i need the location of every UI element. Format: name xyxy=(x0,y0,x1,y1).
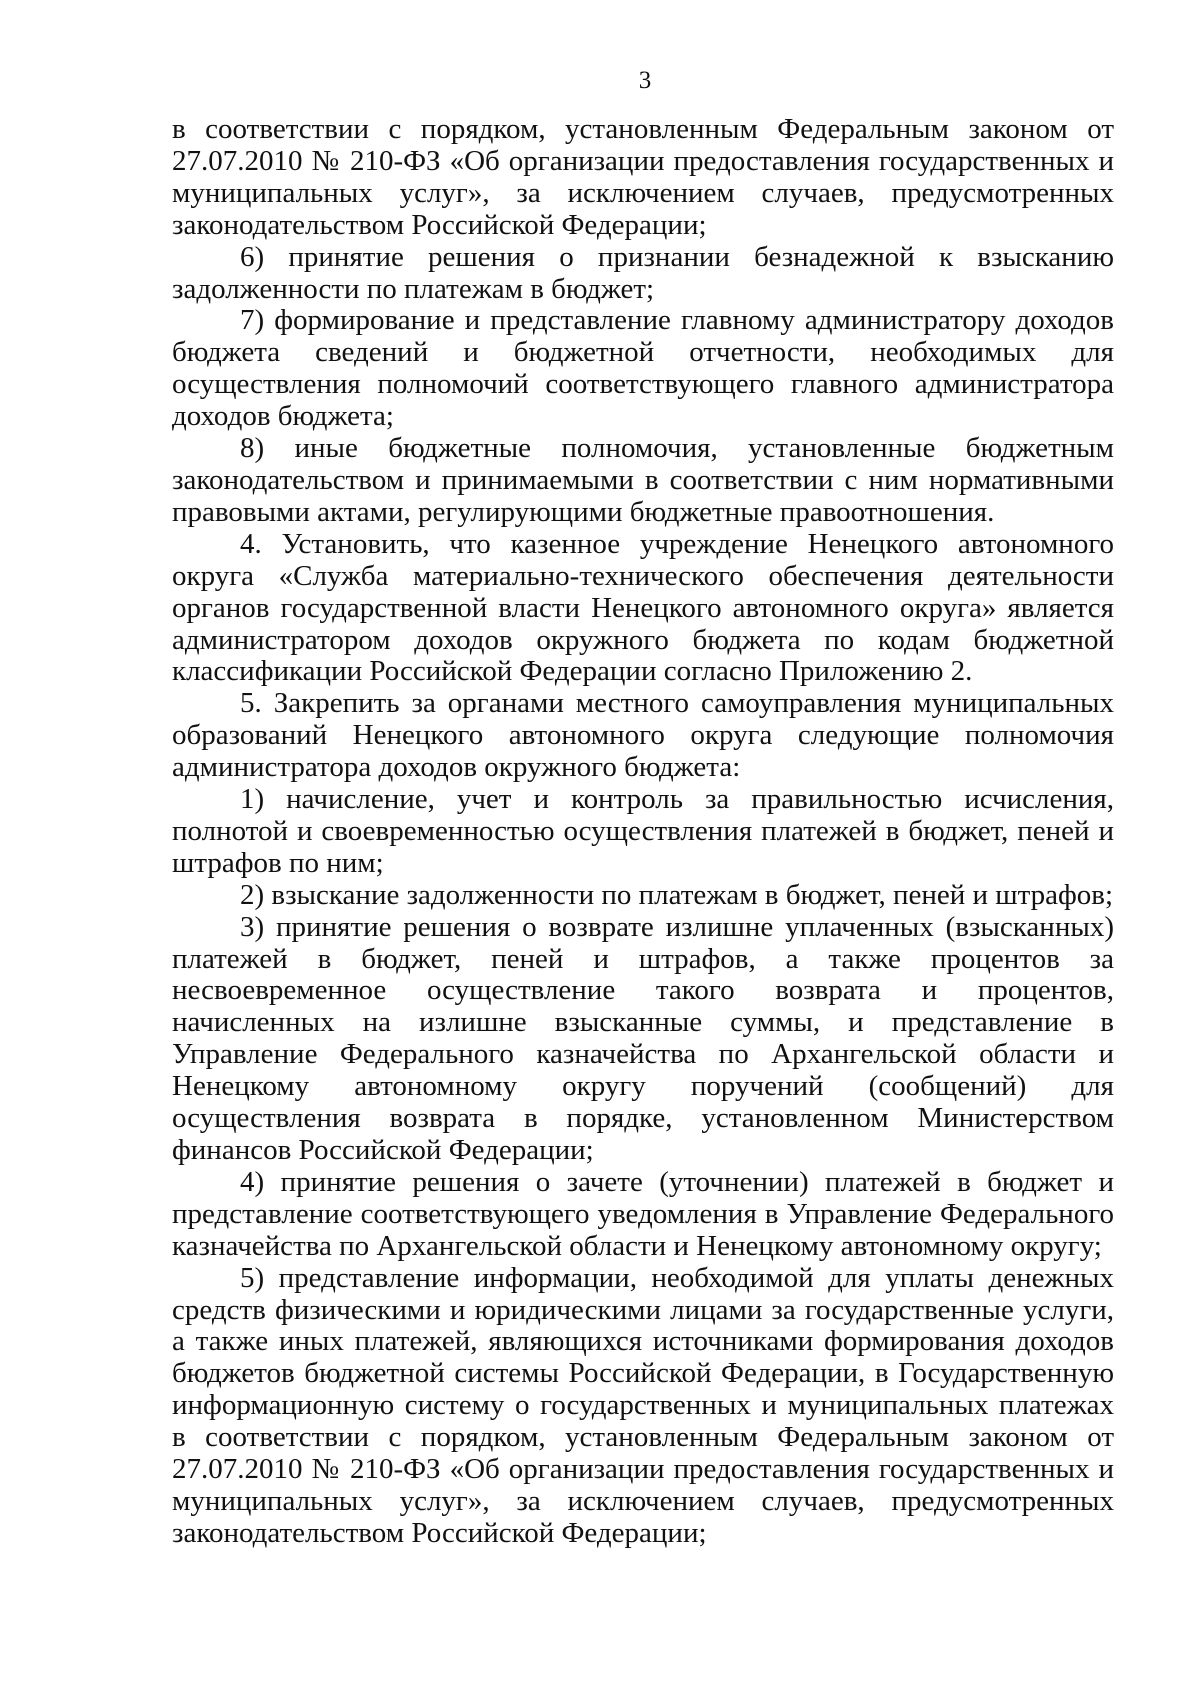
paragraph-section-4: 4. Установить, что казенное учреждение Ненецкого автономного округа «Служба материально-технического обеспечения деятельности органов государственной власти Ненецкого автономного округа» является администратором доходов окружного бюджета по кодам бюджетной классификации Российской Федерации согласно Приложению 2. xyxy=(172,527,1114,688)
paragraph-section-5: 5. Закрепить за органами местного самоуправления муниципальных образований Ненецкого автономного округа следующие полномочия администратора доходов окружного бюджета: xyxy=(172,687,1114,784)
paragraph-continuation: в соответствии с порядком, установленным Федеральным законом от 27.07.2010 № 210-ФЗ «Об организации предоставления государственных и муниципальных услуг», за исключением случаев, предусмотренных законодательством Российской Федерации; xyxy=(172,113,1114,241)
paragraph-item-8: 8) иные бюджетные полномочия, установленные бюджетным законодательством и принимаемыми в соответствии с ним нормативными правовыми актами, регулирующими бюджетные правоотношения. xyxy=(172,432,1114,528)
paragraph-item-7: 7) формирование и представление главному администратору доходов бюджета сведений и бюджетной отчетности, необходимых для осуществления полномочий соответствующего главного администратора доходов бюджета; xyxy=(172,304,1114,433)
paragraph-item-6: 6) принятие решения о признании безнадежной к взысканию задолженности по платежам в бюджет; xyxy=(172,240,1114,305)
page-number: 3 xyxy=(638,67,652,94)
document-body xyxy=(172,114,1114,1550)
paragraph-item-4: 4) принятие решения о зачете (уточнении) платежей в бюджет и представление соответствующего уведомления в Управление Федерального казначейства по Архангельской области и Ненецкому автономному округу; xyxy=(172,1165,1114,1262)
paragraph-item-1: 1) начисление, учет и контроль за правильностью исчисления, полнотой и своевременностью осуществления платежей в бюджет, пеней и штрафов по ним; xyxy=(172,783,1114,879)
paragraph-item-2: 2) взыскание задолженности по платежам в бюджет, пеней и штрафов; xyxy=(240,878,1114,911)
paragraph-item-3: 3) принятие решения о возврате излишне уплаченных (взысканных) платежей в бюджет, пеней и штрафов, а также процентов за несвоевременное осуществление такого возврата и процентов, начисленных на излишне взысканные суммы, и представление в Управление Федерального казначейства по Архангельской области и Ненецкому автономному округу поручений (сообщений) для осуществления возврата в порядке, установленном Министерством финансов Российской Федерации; xyxy=(172,910,1114,1166)
paragraph-item-5: 5) представление информации, необходимой для уплаты денежных средств физическими и юридическими лицами за государственные услуги, а также иных платежей, являющихся источниками формирования доходов бюджетов бюджетной системы Российской Федерации, в Государственную информационную систему о государственных и муниципальных платежах в соответствии с порядком, установленным Федеральным законом от 27.07.2010 № 210-ФЗ «Об организации предоставления государственных и муниципальных услуг», за исключением случаев, предусмотренных законодательством Российской Федерации; xyxy=(172,1261,1114,1549)
